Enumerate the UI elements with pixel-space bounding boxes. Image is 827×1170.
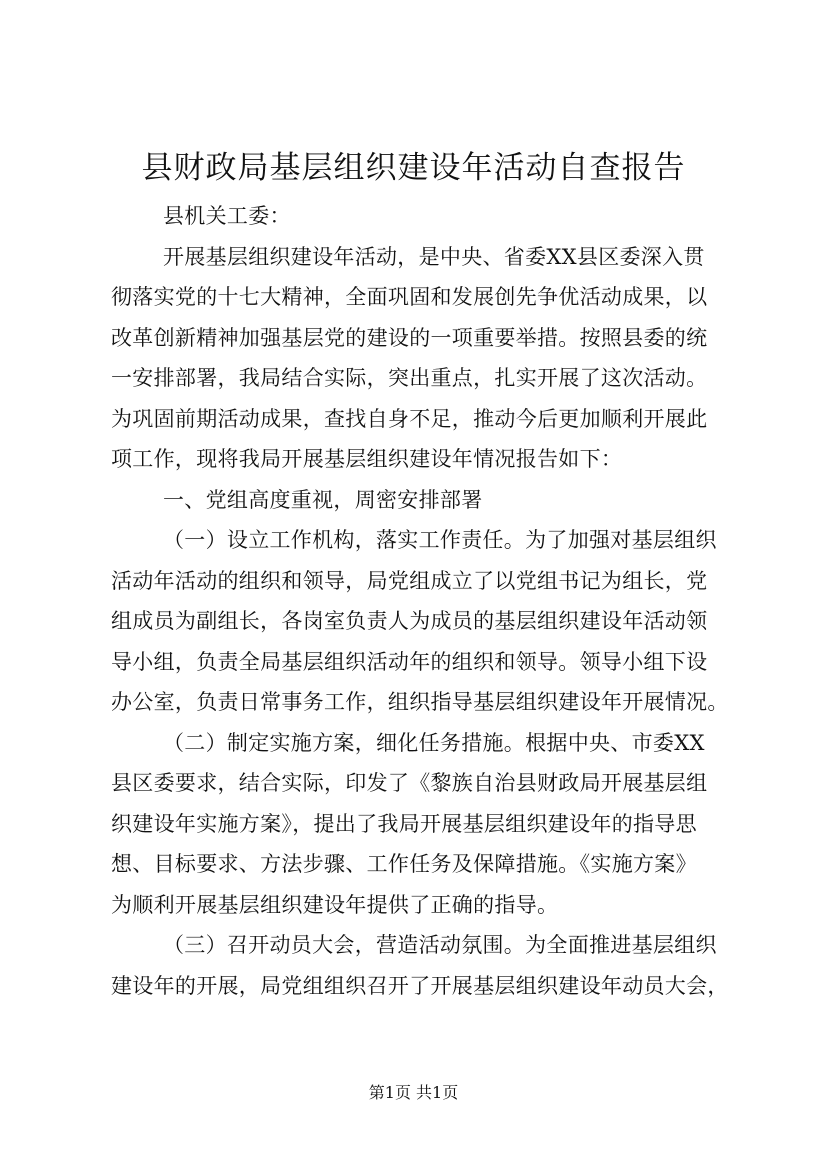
body-line: 彻落实党的十七大精神，全面巩固和发展创先争优活动成果，以 xyxy=(111,285,708,309)
body-line: 开展基层组织建设年活动，是中央、省委XX县区委深入贯 xyxy=(163,244,705,269)
body-line: 建设年的开展，局党组组织召开了开展基层组织建设年动员大会， xyxy=(111,973,729,998)
body-line: （一）设立工作机构，落实工作责任。为了加强对基层组织 xyxy=(163,528,717,552)
body-line: 一、党组高度重视，周密安排部署 xyxy=(163,487,483,512)
body-line: 织建设年实施方案》，提出了我局开展基层组织建设年的指导思 xyxy=(111,811,697,836)
document-body xyxy=(111,196,727,1006)
body-lines xyxy=(111,237,727,1007)
body-line: 一安排部署，我局结合实际，突出重点，扎实开展了这次活动。 xyxy=(111,366,708,390)
body-line: 想、目标要求、方法步骤、工作任务及保障措施。《实施方案》 xyxy=(111,852,697,876)
body-line: 办公室，负责日常事务工作，组织指导基层组织建设年开展情况。 xyxy=(111,690,729,714)
body-line: 导小组，负责全局基层组织活动年的组织和领导。领导小组下设 xyxy=(111,649,708,674)
body-line: 为巩固前期活动成果，查找自身不足，推动今后更加顺利开展此 xyxy=(111,406,708,431)
body-line: （三）召开动员大会，营造活动氛围。为全面推进基层组织 xyxy=(163,933,717,957)
body-line: 改革创新精神加强基层党的建设的一项重要举措。按照县委的统 xyxy=(111,325,708,350)
page-footer: 第1页 共1页 xyxy=(368,1083,459,1102)
document-title: 县财政局基层组织建设年活动自查报告 xyxy=(141,150,686,186)
body-line: 项工作，现将我局开展基层组织建设年情况报告如下： xyxy=(111,447,623,471)
body-line: 县区委要求，结合实际，印发了《黎族自治县财政局开展基层组 xyxy=(111,771,708,795)
body-line: 为顺利开展基层组织建设年提供了正确的指导。 xyxy=(111,892,559,917)
salutation-line: 县机关工委： xyxy=(163,204,291,228)
body-line: （二）制定实施方案，细化任务措施。根据中央、市委XX xyxy=(163,730,705,755)
body-line: 组成员为副组长，各岗室负责人为成员的基层组织建设年活动领 xyxy=(111,609,708,633)
body-line: 活动年活动的组织和领导，局党组成立了以党组书记为组长，党 xyxy=(111,568,708,593)
salutation xyxy=(111,196,727,237)
